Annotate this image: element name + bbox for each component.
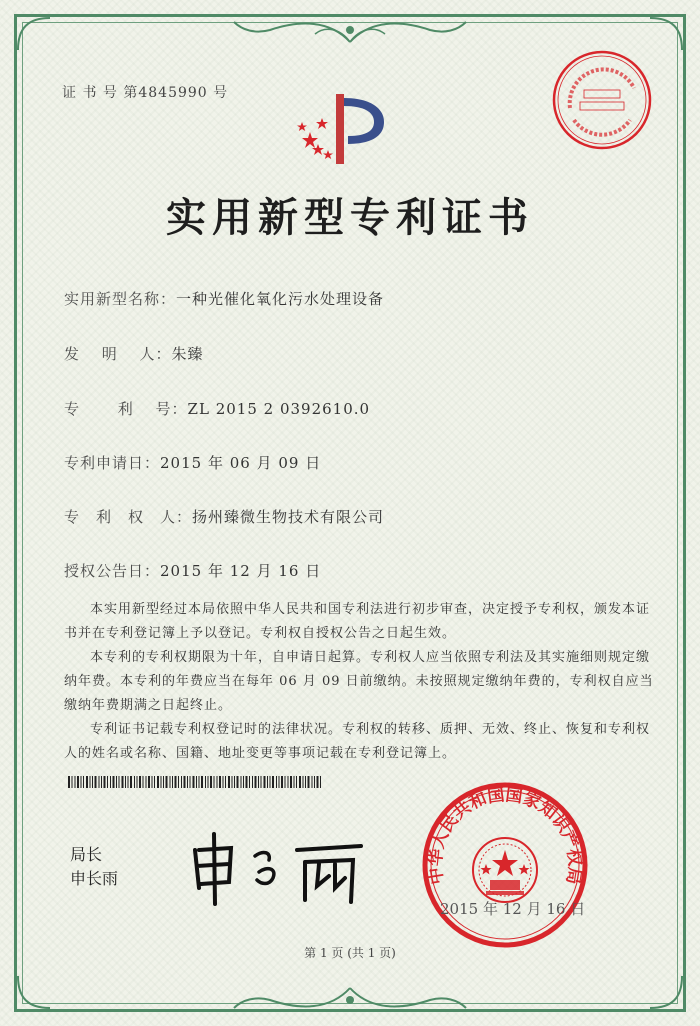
page-title: 实用新型专利证书 xyxy=(166,194,534,241)
bottom-ornament xyxy=(230,984,470,1014)
top-ornament xyxy=(230,16,470,46)
seal-date: 2015 年 12 月 16 日 xyxy=(440,900,586,918)
corner-ornament-bl xyxy=(14,972,54,1012)
paragraph: 本专利的专利权期限为十年，自申请日起算。专利权人应当依照专利法及其实施细则规定缴纳年费。本专利的年费应当在每年 06 月 09 日前缴纳。未按照规定缴纳年费的，专利权自应当缴纳年费期满之日起终止。 xyxy=(64,650,654,713)
paragraph: 专利证书记载专利权登记时的法律状况。专利权的转移、质押、无效、终止、恢复和专利权人的姓名或名称、国籍、地址变更等事项记载在专利登记簿上。 xyxy=(64,722,651,761)
field-value: 2015 年 12 月 16 日 xyxy=(160,562,322,580)
page-number: 第 1 页 (共 1 页) xyxy=(304,946,396,960)
director-title: 局长 xyxy=(70,845,103,864)
tax-stamp-icon xyxy=(550,48,654,152)
corner-ornament-tl xyxy=(14,14,54,54)
field-value: 2015 年 06 月 09 日 xyxy=(160,454,322,472)
field-label: 专 利 号： xyxy=(64,400,188,418)
field-utility-model-name xyxy=(64,288,384,309)
seal-text: 中华人民共和国国家知识产权局 xyxy=(425,785,585,886)
certificate-number: 证 书 号 第4845990 号 xyxy=(62,85,229,101)
cnipa-logo-icon xyxy=(292,86,392,168)
field-label: 授权公告日： xyxy=(64,562,161,580)
director-name: 申长雨 xyxy=(70,869,119,888)
field-inventor xyxy=(64,343,204,364)
official-seal-icon xyxy=(420,780,590,950)
director-signature xyxy=(185,820,385,910)
barcode-icon xyxy=(68,776,324,788)
corner-ornament-br xyxy=(646,972,686,1012)
field-value: 扬州臻微生物技术有限公司 xyxy=(192,508,385,526)
field-value: 一种光催化氧化污水处理设备 xyxy=(176,290,385,308)
field-grant-date xyxy=(64,560,321,581)
field-patentee xyxy=(64,506,384,527)
field-label: 专 利 权 人： xyxy=(64,508,193,526)
field-label: 发 明 人： xyxy=(64,345,172,363)
certificate-body xyxy=(64,598,654,766)
field-patent-number xyxy=(64,398,370,419)
field-value: 朱臻 xyxy=(171,345,204,363)
field-value: ZL 2015 2 0392610.0 xyxy=(187,400,371,418)
field-application-date xyxy=(64,452,321,473)
field-label: 专利申请日： xyxy=(64,454,161,472)
paragraph: 本实用新型经过本局依照中华人民共和国专利法进行初步审查，决定授予专利权，颁发本证书并在专利登记簿上予以登记。专利权自授权公告之日起生效。 xyxy=(64,602,651,641)
field-label: 实用新型名称： xyxy=(64,290,177,308)
